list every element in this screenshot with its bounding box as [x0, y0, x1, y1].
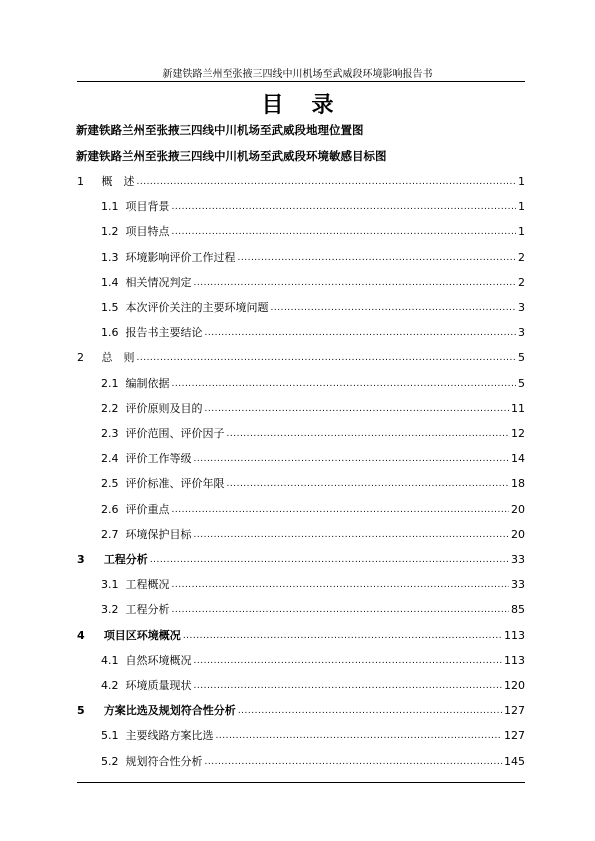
toc-entry-title: 评价重点	[125, 502, 170, 516]
toc-entry[interactable]	[101, 527, 525, 543]
toc-entry-page: 5	[518, 351, 525, 365]
toc-entry[interactable]	[101, 653, 525, 669]
toc-entry-spacer	[119, 527, 126, 543]
toc-entry-page: 85	[511, 603, 525, 617]
toc-entry-spacer	[119, 728, 126, 744]
toc-entry-page: 127	[504, 704, 525, 718]
toc-entry-page: 12	[511, 427, 525, 440]
toc-entry-page: 127	[504, 729, 525, 743]
toc-dot-leader	[216, 728, 503, 744]
toc-dot-leader	[205, 325, 517, 341]
toc-entry-page: 2	[518, 275, 525, 289]
toc-entry-page: 145	[504, 754, 525, 768]
toc-entry-page: 18	[511, 477, 525, 491]
toc-entry-spacer	[119, 502, 126, 518]
toc-entry-title: 项目背景	[125, 200, 170, 214]
toc-entry-page: 120	[504, 679, 525, 692]
toc-dot-leader	[238, 250, 517, 266]
header-divider	[77, 81, 525, 82]
toc-entry-title: 工程分析	[125, 603, 170, 617]
toc-entry[interactable]	[101, 250, 525, 266]
toc-entry-page: 5	[518, 376, 525, 390]
toc-dot-leader	[227, 476, 510, 492]
toc-entry-page: 1	[518, 200, 525, 214]
toc-entry-title: 评价标准、评价年限	[125, 477, 225, 491]
toc-entry-number: 1.4	[101, 275, 119, 289]
toc-entry-spacer	[85, 552, 104, 568]
toc-entry-page: 20	[511, 527, 525, 541]
toc-entry-spacer	[119, 577, 126, 593]
toc-entry-title: 方案比选及规划符合性分析	[103, 704, 236, 718]
toc-entry[interactable]	[77, 628, 525, 644]
toc-entry-number: 1.5	[101, 301, 119, 314]
toc-dot-leader	[172, 199, 517, 215]
toc-entry-number: 2	[77, 351, 84, 365]
toc-dot-leader	[150, 552, 509, 568]
toc-dot-leader	[136, 174, 516, 190]
toc-entry-title: 报告书主要结论	[125, 326, 203, 340]
toc-entry-spacer	[119, 754, 126, 770]
toc-entry-title: 环境保护目标	[125, 527, 192, 541]
toc-entry-spacer	[119, 401, 126, 417]
toc-entry-number: 2.1	[101, 376, 119, 390]
toc-entry-title: 环境影响评价工作过程	[125, 250, 236, 264]
toc-entry-number: 2.3	[101, 427, 119, 440]
toc-dot-leader	[172, 502, 510, 518]
toc-entry-number: 4	[77, 628, 85, 642]
toc-map-location[interactable]: 新建铁路兰州至张掖三四线中川机场至武威段地理位置图	[76, 123, 364, 137]
toc-entry-number: 3.2	[101, 603, 119, 617]
toc-entry[interactable]	[101, 300, 525, 316]
toc-entry[interactable]	[101, 199, 525, 215]
toc-entry-number: 2.2	[101, 401, 119, 415]
toc-dot-leader	[194, 275, 517, 291]
toc-entry-page: 1	[518, 175, 525, 188]
toc-dot-leader	[194, 678, 503, 694]
footer-divider	[77, 782, 525, 783]
toc-entry-spacer	[84, 174, 101, 190]
toc-entry-title: 项目特点	[125, 225, 170, 239]
toc-entry-number: 3	[77, 553, 85, 566]
toc-dot-leader	[194, 653, 503, 669]
toc-entry-title: 工程概况	[125, 578, 170, 592]
toc-entry-number: 2.5	[101, 477, 119, 491]
toc-entry-spacer	[119, 300, 126, 316]
toc-entry-page: 3	[518, 301, 525, 314]
toc-entry[interactable]	[101, 275, 525, 291]
toc-entry-title: 评价范围、评价因子	[125, 427, 225, 440]
toc-entry-title: 主要线路方案比选	[125, 729, 214, 743]
toc-dot-leader	[271, 300, 517, 316]
toc-entry-spacer	[119, 426, 126, 442]
toc-entry-title: 项目区环境概况	[103, 628, 181, 642]
toc-entry-spacer	[119, 476, 126, 492]
toc-entry[interactable]	[101, 401, 525, 417]
toc-dot-leader	[172, 602, 510, 618]
toc-dot-leader	[227, 426, 510, 442]
toc-entry-number: 1.1	[101, 200, 119, 214]
toc-dot-leader	[238, 703, 502, 719]
toc-entry[interactable]	[101, 224, 525, 240]
toc-entry-page: 11	[511, 401, 525, 415]
toc-entry-spacer	[119, 678, 126, 694]
toc-entry-title: 本次评价关注的主要环境问题	[125, 301, 269, 314]
toc-entry-spacer	[119, 275, 126, 291]
toc-entry-spacer	[119, 199, 126, 215]
toc-dot-leader	[136, 350, 516, 366]
toc-entry-number: 4.2	[101, 679, 119, 692]
toc-entry[interactable]	[101, 426, 525, 442]
toc-entry-number: 1	[77, 175, 84, 188]
toc-dot-leader	[194, 451, 510, 467]
toc-entry-number: 5	[77, 704, 85, 718]
toc-map-sensitive-targets[interactable]: 新建铁路兰州至张掖三四线中川机场至武威段环境敏感目标图	[76, 149, 387, 163]
toc-entry-number: 3.1	[101, 578, 119, 592]
page-title: 目录	[261, 92, 362, 118]
toc-entry-title: 概 述	[101, 175, 135, 188]
toc-entry-number: 2.4	[101, 452, 119, 466]
toc-entry-title: 自然环境概况	[125, 653, 192, 667]
toc-entry-spacer	[85, 703, 104, 719]
toc-entry[interactable]	[101, 577, 525, 593]
toc-entry-number: 1.3	[101, 250, 119, 264]
toc-entry-page: 20	[511, 502, 525, 516]
toc-dot-leader	[205, 754, 503, 770]
toc-dot-leader	[172, 224, 517, 240]
toc-entry-page: 2	[518, 250, 525, 264]
toc-entry-spacer	[119, 376, 126, 392]
toc-entry-page: 3	[518, 326, 525, 340]
toc-entry-spacer	[119, 451, 126, 467]
toc-entry[interactable]	[101, 476, 525, 492]
toc-entry-title: 相关情况判定	[125, 275, 192, 289]
toc-entry-title: 工程分析	[103, 553, 148, 566]
toc-entry-spacer	[85, 628, 104, 644]
toc-entry[interactable]	[77, 174, 525, 190]
toc-entry-title: 规划符合性分析	[125, 754, 203, 768]
toc-dot-leader	[205, 401, 510, 417]
toc-entry[interactable]	[101, 451, 525, 467]
toc-entry-number: 2.7	[101, 527, 119, 541]
toc-entry-page: 33	[511, 553, 525, 566]
toc-entry[interactable]	[101, 754, 525, 770]
toc-entry[interactable]	[101, 728, 525, 744]
toc-entry-page: 33	[511, 578, 525, 592]
running-header: 新建铁路兰州至张掖三四线中川机场至武威段环境影响报告书	[162, 69, 433, 80]
toc-entry-page: 113	[504, 628, 525, 642]
toc-entry-number: 2.6	[101, 502, 119, 516]
toc-entry-spacer	[119, 325, 126, 341]
toc-entry-spacer	[119, 250, 126, 266]
toc-entry-page: 1	[518, 225, 525, 239]
toc-entry-number: 1.6	[101, 326, 119, 340]
toc-entry[interactable]	[101, 678, 525, 694]
toc-entry[interactable]	[101, 325, 525, 341]
toc-entry-title: 评价原则及目的	[125, 401, 203, 415]
toc-entry-spacer	[119, 602, 126, 618]
toc-entry-number: 5.2	[101, 754, 119, 768]
toc-entry[interactable]	[101, 502, 525, 518]
toc-entry-number: 1.2	[101, 225, 119, 239]
toc-entry[interactable]	[77, 552, 525, 568]
toc-entry-number: 4.1	[101, 653, 119, 667]
toc-dot-leader	[172, 577, 510, 593]
toc-entry-title: 总 则	[101, 351, 135, 365]
toc-entry-number: 5.1	[101, 729, 119, 743]
toc-dot-leader	[194, 527, 510, 543]
toc-entry-page: 14	[511, 452, 525, 466]
toc-entry-title: 评价工作等级	[125, 452, 192, 466]
toc-entry-title: 编制依据	[125, 376, 170, 390]
toc-entry-spacer	[84, 350, 101, 366]
toc-entry-title: 环境质量现状	[125, 679, 192, 692]
toc-entry[interactable]	[101, 376, 525, 392]
toc-entry[interactable]	[77, 703, 525, 719]
toc-entry-page: 113	[504, 653, 525, 667]
toc-dot-leader	[172, 376, 517, 392]
toc-entry[interactable]	[77, 350, 525, 366]
toc-entry-spacer	[119, 224, 126, 240]
toc-dot-leader	[183, 628, 502, 644]
toc-entry[interactable]	[101, 602, 525, 618]
toc-entry-spacer	[119, 653, 126, 669]
